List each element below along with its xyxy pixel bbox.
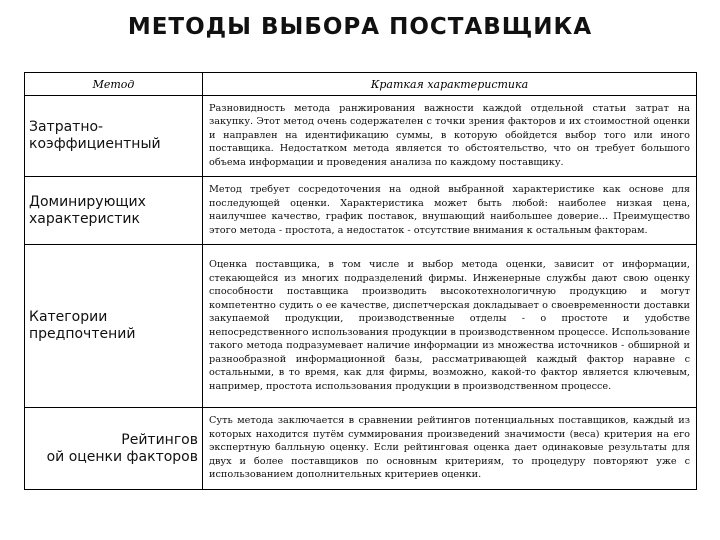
header-method: Метод [25, 73, 203, 96]
table-row [25, 96, 697, 177]
method-name-line1: Рейтингов [121, 431, 198, 448]
method-name: Доминирующих характеристик [25, 177, 203, 245]
method-description: Суть метода заключается в сравнении рейтингов потенциальных поставщиков, каждый из которых находится путём суммирования произведений значимости (веса) критерия на его экспертную балльную оценку. Если рейтинговая оценка дает одинаковые результаты для двух и более поставщиков по основным критериям, то процедуру повторяют уже с использованием дополнительных критериев оценки. [203, 408, 697, 490]
method-name: Категории предпочтений [25, 245, 203, 408]
method-name: Затратно-коэффициентный [25, 96, 203, 177]
page-title: МЕТОДЫ ВЫБОРА ПОСТАВЩИКА [127, 14, 593, 40]
header-description: Краткая характеристика [203, 73, 697, 96]
method-name-line2: ой оценки факторов [46, 448, 198, 465]
method-description: Оценка поставщика, в том числе и выбор метода оценки, зависит от информации, стекающейся из многих подразделений фирмы. Инженерные службы дают свою оценку способности поставщика производить высокотехнологичную продукцию и могут компетентно судить о ее качестве, диспетчерская докладывает о своевременности доставки закупаемой продукции, производственные отделы - о простоте и удобстве непосредственного использования продукции в производственном процессе. Использование такого метода подразумевает наличие информации из множества источников - обширной и разнообразной информационной базы, рассматривающей каждый фактор наравне с остальными, в то время, как для фирмы, возможно, какой-то фактор является ключевым, например, простота использования продукции в производственном процессе. [203, 245, 697, 408]
table-row [25, 408, 697, 490]
table-row [25, 177, 697, 245]
table-row [25, 245, 697, 408]
method-description: Разновидность метода ранжирования важности каждой отдельной статьи затрат на закупку. Этот метод очень содержателен с точки зрения факторов и их стоимостной оценки и направлен на идентификацию суммы, в которую обойдется выбор того или иного поставщика. Недостатком метода является то обстоятельство, что он требует большого объема информации и проведения анализа по каждому поставщику. [203, 96, 697, 177]
methods-table [24, 72, 697, 490]
method-description: Метод требует сосредоточения на одной выбранной характеристике как основе для последующей оценки. Характеристика может быть любой: наиболее низкая цена, наилучшее качество, график поставок, внушающий наибольшее доверие... Преимущество этого метода - простота, а недостаток - отсутствие внимания к остальным факторам. [203, 177, 697, 245]
method-name [25, 408, 203, 490]
table-header-row [25, 73, 697, 96]
